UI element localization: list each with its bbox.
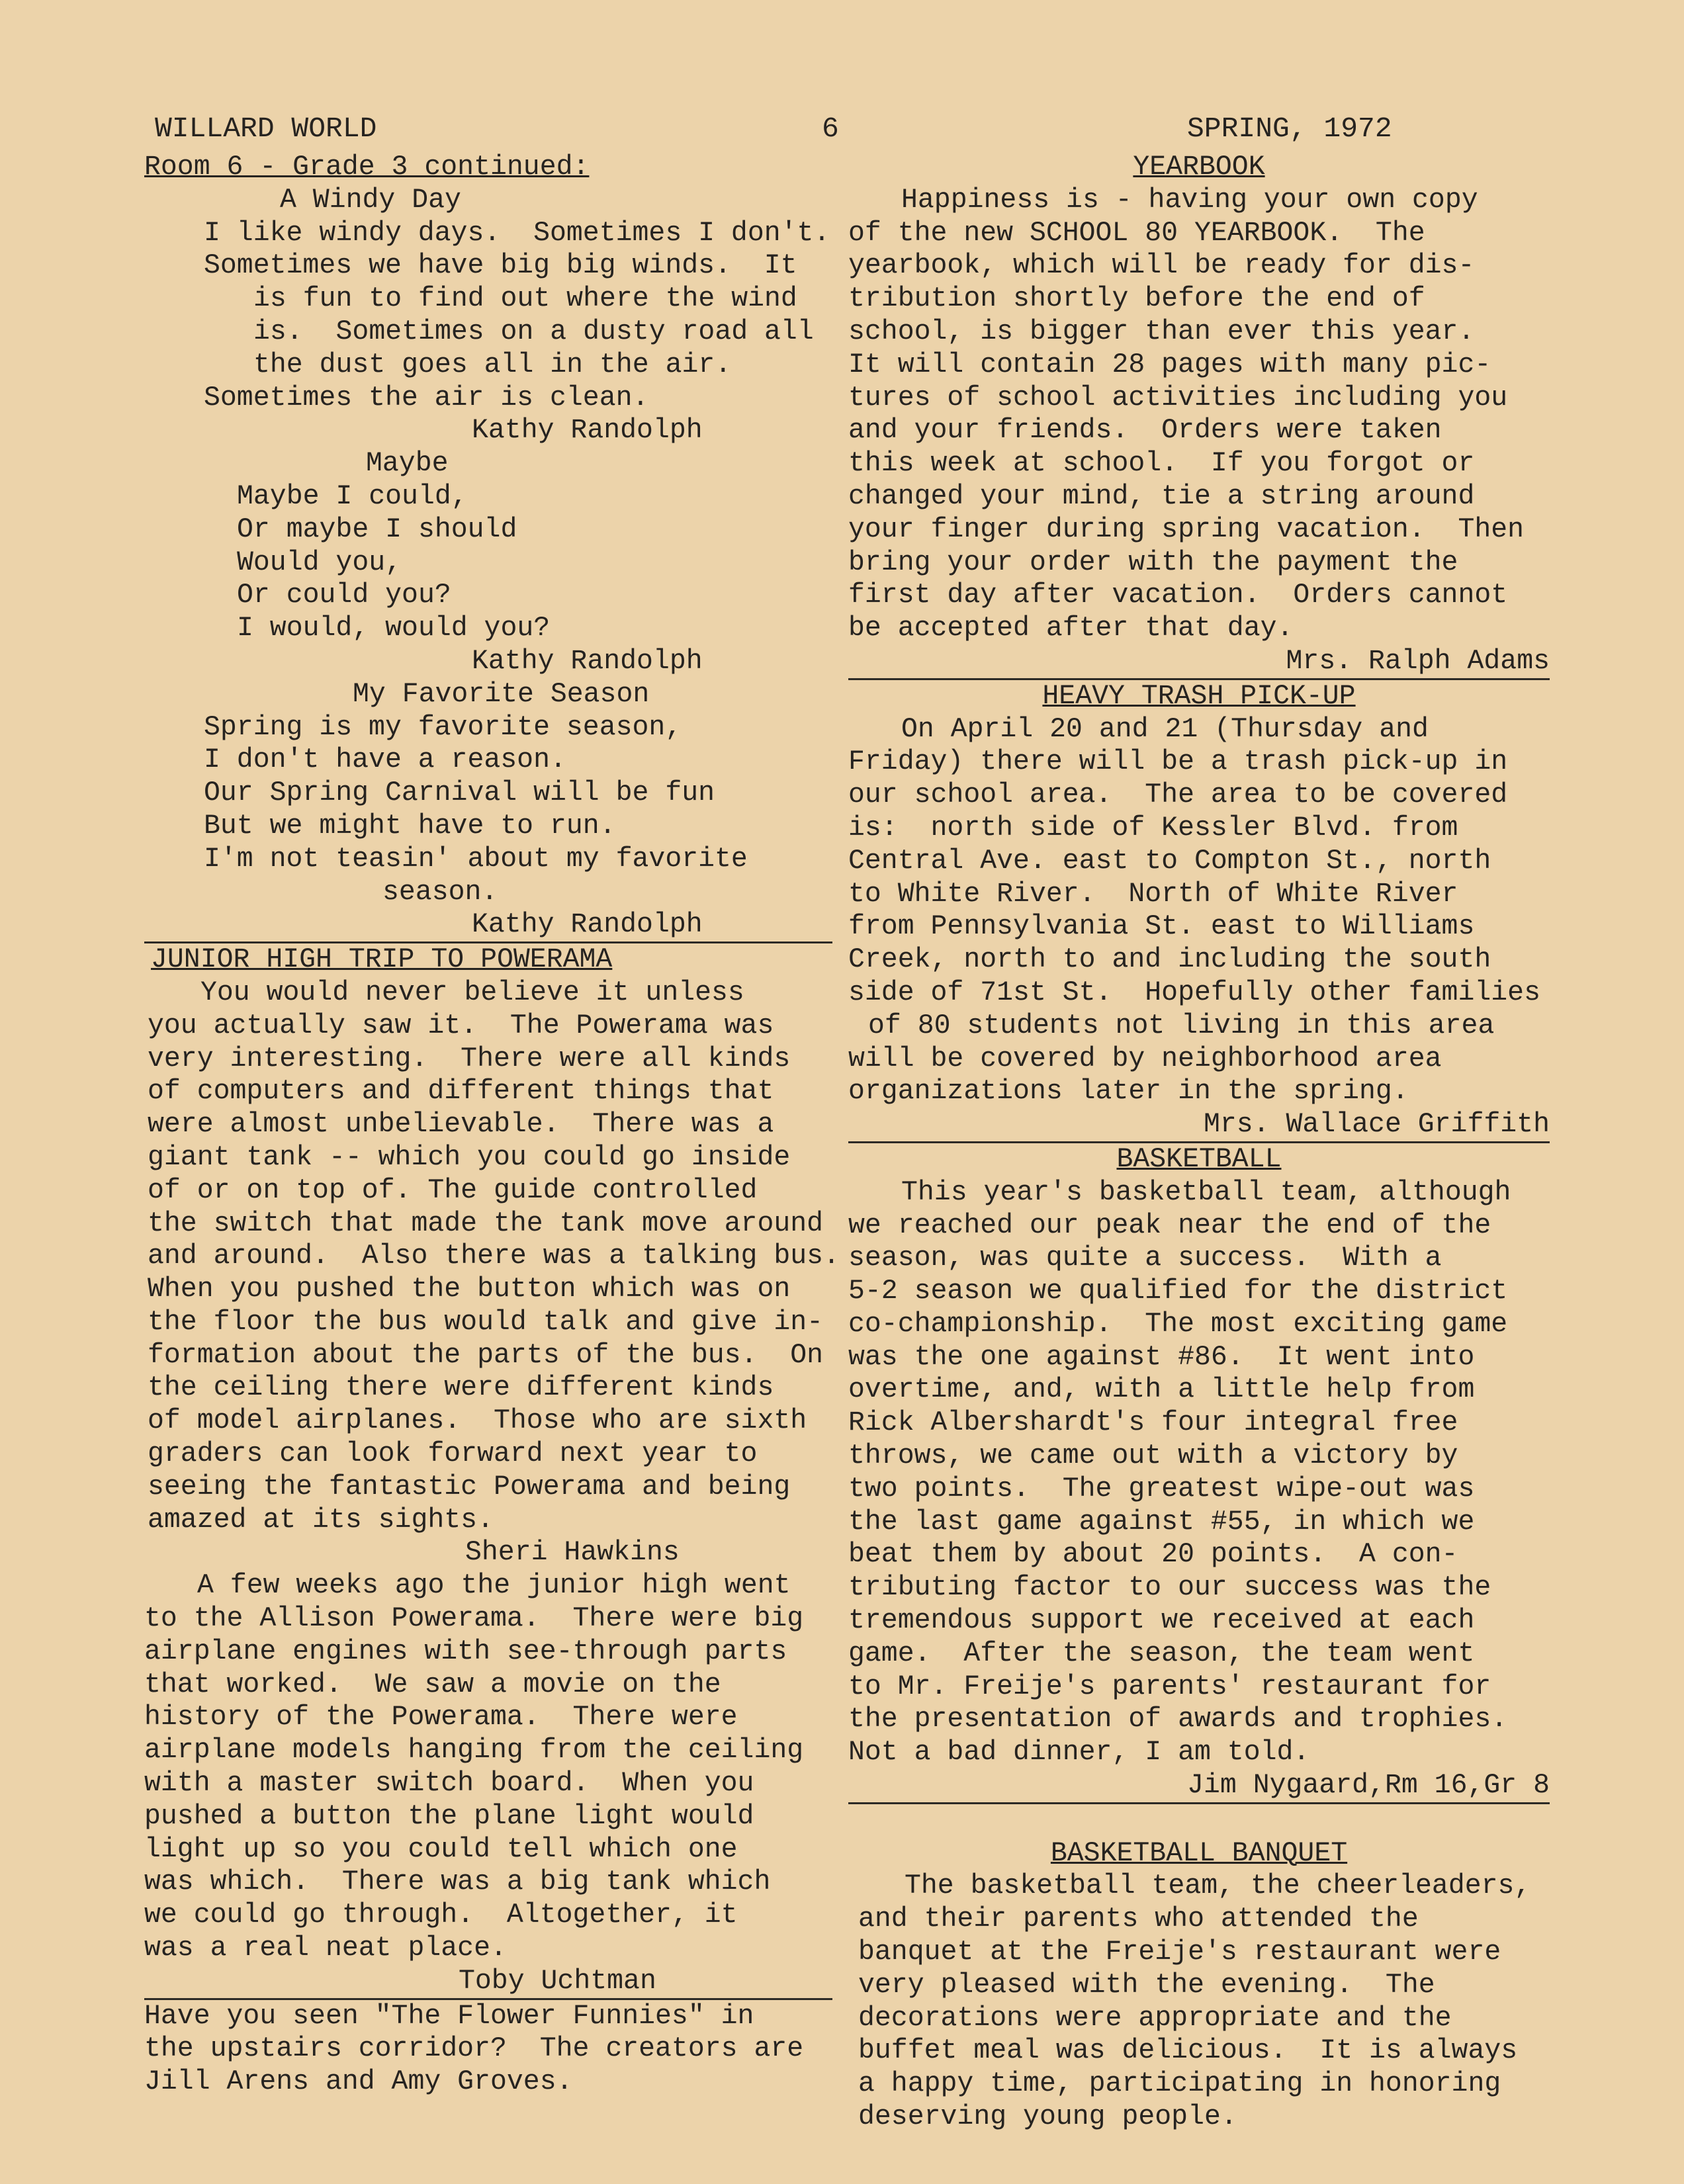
text-line: 5-2 season we qualified for the district (848, 1276, 1508, 1307)
text-line: amazed at its sights. (148, 1504, 494, 1536)
text-line: formation about the parts of the bus. On (148, 1339, 824, 1371)
text-line: Mrs. Wallace Griffith (1204, 1109, 1550, 1141)
text-line: bring your order with the payment the (848, 546, 1458, 578)
text-line: Kathy Randolph (472, 415, 703, 447)
text-line: first day after vacation. Orders cannot (848, 580, 1508, 611)
text-line: tures of school activities including you (848, 382, 1508, 414)
text-line: of the new SCHOOL 80 YEARBOOK. The (848, 217, 1425, 249)
text-line: My Favorite Season (353, 678, 650, 710)
text-line: side of 71st St. Hopefully other families (848, 977, 1540, 1008)
text-line: Mrs. Ralph Adams (1286, 645, 1550, 677)
text-line: Jill Arens and Amy Groves. (144, 2066, 573, 2098)
text-line: The basketball team, the cheerleaders, (905, 1870, 1531, 1902)
text-line: you actually saw it. The Powerama was (148, 1010, 774, 1041)
text-line: will be covered by neighborhood area (848, 1043, 1442, 1074)
text-line: Toby Uchtman (459, 1965, 656, 1997)
text-line: Not a bad dinner, I am told. (848, 1737, 1310, 1769)
text-line: Maybe (366, 448, 449, 480)
text-line: I'm not teasin' about my favorite (204, 843, 748, 875)
text-line: throws, we came out with a victory by (848, 1440, 1458, 1472)
text-line: and around. Also there was a talking bus. (148, 1241, 840, 1272)
text-line: banquet at the Freije's restaurant were (858, 1937, 1501, 1968)
text-line: airplane models hanging from the ceiling (144, 1735, 804, 1767)
text-line (848, 1804, 1550, 1837)
left-column (144, 151, 840, 2099)
text-line: deserving young people. (858, 2101, 1237, 2133)
text-line: A few weeks ago the junior high went (197, 1570, 791, 1602)
text-line: Would you, (237, 546, 402, 578)
text-line: overtime, and, with a little help from (848, 1374, 1475, 1406)
text-line: Sometimes we have big big winds. It (204, 250, 797, 282)
text-line: is: north side of Kessler Blvd. from (848, 812, 1458, 844)
text-line: Sometimes the air is clean. (204, 382, 649, 414)
text-line: the floor the bus would talk and give in- (148, 1306, 824, 1338)
text-line: with a master switch board. When you (144, 1768, 754, 1800)
newsletter-name: WILLARD WORLD (155, 112, 377, 145)
text-line: Kathy Randolph (472, 909, 703, 941)
text-line: of or on top of. The guide controlled (148, 1174, 758, 1206)
text-line: Our Spring Carnival will be fun (204, 777, 715, 809)
text-line: we reached our peak near the end of the (848, 1209, 1491, 1241)
text-line: be accepted after that day. (848, 613, 1294, 644)
text-line: to the Allison Powerama. There were big (144, 1603, 804, 1635)
text-line: I would, would you? (237, 613, 551, 644)
text-line: to White River. North of White River (848, 878, 1458, 910)
text-line: season, was quite a success. With a (848, 1243, 1442, 1274)
text-line: beat them by about 20 points. A con- (848, 1539, 1458, 1571)
text-line: a happy time, participating in honoring (858, 2068, 1501, 2100)
text-line: Rick Albershardt's four integral free (848, 1407, 1458, 1439)
text-line: the last game against #55, in which we (848, 1506, 1475, 1538)
text-line: Creek, north to and including the south (848, 944, 1491, 976)
text-line: season. (382, 876, 498, 908)
text-line: seeing the fantastic Powerama and being (148, 1471, 791, 1503)
text-line: On April 20 and 21 (Thursday and (901, 713, 1429, 745)
text-line: the ceiling there were different kinds (148, 1372, 774, 1404)
text-line: we could go through. Altogether, it (144, 1900, 738, 1931)
text-line: to Mr. Freije's parents' restaurant for (848, 1671, 1491, 1702)
text-line: is. Sometimes on a dusty road all (253, 316, 814, 347)
text-line: I don't have a reason. (204, 744, 566, 776)
text-line: your finger during spring vacation. Then (848, 513, 1525, 545)
text-line: very interesting. There were all kinds (148, 1043, 791, 1074)
text-line: that worked. We saw a movie on the (144, 1669, 721, 1700)
text-line: changed your mind, tie a string around (848, 480, 1475, 512)
text-line: Or could you? (237, 580, 451, 611)
text-line: this week at school. If you forgot or (848, 448, 1475, 480)
page-header (155, 112, 1399, 150)
text-line: our school area. The area to be covered (848, 779, 1508, 811)
text-line: Friday) there will be a trash pick-up in (848, 746, 1508, 778)
text-line: co-championship. The most exciting game (848, 1308, 1508, 1340)
text-line: Have you seen "The Flower Funnies" in (144, 2000, 754, 2032)
text-line: and your friends. Orders were taken (848, 415, 1442, 447)
text-line: Sheri Hawkins (465, 1537, 680, 1569)
text-line: the switch that made the tank move around (148, 1207, 824, 1239)
text-line: of 80 students not living in this area (868, 1010, 1495, 1041)
text-line: from Pennsylvania St. east to Williams (848, 911, 1475, 943)
issue-date: SPRING, 1972 (1187, 112, 1392, 145)
text-line: yearbook, which will be ready for dis- (848, 250, 1475, 282)
text-line: But we might have to run. (204, 810, 616, 842)
text-line: light up so you could tell which one (144, 1833, 738, 1865)
text-line: HEAVY TRASH PICK-UP (1042, 680, 1356, 712)
text-line: A Windy Day (280, 184, 461, 216)
text-line: Room 6 - Grade 3 continued: (144, 152, 590, 183)
text-line: very pleased with the evening. The (858, 1969, 1435, 2001)
text-line: is fun to find out where the wind (253, 283, 797, 315)
text-line: YEARBOOK (1133, 152, 1265, 183)
text-line: Maybe I could, (237, 480, 468, 512)
text-line: tremendous support we received at each (848, 1605, 1475, 1637)
text-line: You would never believe it unless (200, 977, 744, 1008)
text-line: This year's basketball team, although (901, 1176, 1511, 1208)
text-line: were almost unbelievable. There was a (148, 1109, 774, 1141)
text-line: pushed a button the plane light would (144, 1800, 754, 1832)
text-line: the dust goes all in the air. (253, 349, 732, 380)
text-line: giant tank -- which you could go inside (148, 1141, 791, 1173)
text-line: decorations were appropriate and the (858, 2002, 1452, 2034)
text-line: Or maybe I should (237, 513, 517, 545)
text-line: tribution shortly before the end of (848, 283, 1425, 315)
text-line: was which. There was a big tank which (144, 1866, 771, 1898)
text-line: Happiness is - having your own copy (901, 184, 1478, 216)
text-line: the presentation of awards and trophies. (848, 1704, 1508, 1735)
text-line: graders can look forward next year to (148, 1438, 758, 1470)
text-line: Central Ave. east to Compton St., north (848, 845, 1491, 877)
text-line: I like windy days. Sometimes I don't. (204, 217, 830, 249)
right-column (848, 151, 1550, 2134)
text-line: of model airplanes. Those who are sixth (148, 1405, 807, 1437)
text-line: game. After the season, the team went (848, 1638, 1475, 1669)
text-line: JUNIOR HIGH TRIP TO POWERAMA (151, 944, 613, 976)
text-line: the upstairs corridor? The creators are (144, 2033, 804, 2065)
text-line: history of the Powerama. There were (144, 1702, 738, 1733)
text-line: buffet meal was delicious. It is always (858, 2035, 1518, 2067)
text-line: two points. The greatest wipe-out was (848, 1473, 1475, 1505)
text-line: It will contain 28 pages with many pic- (848, 349, 1491, 380)
text-line: BASKETBALL (1116, 1143, 1282, 1175)
text-line: airplane engines with see-through parts (144, 1636, 787, 1667)
text-line: and their parents who attended the (858, 1903, 1419, 1935)
text-line: organizations later in the spring. (848, 1076, 1409, 1108)
text-line: school, is bigger than ever this year. (848, 316, 1475, 347)
text-line: When you pushed the button which was on (148, 1274, 791, 1305)
text-line: Jim Nygaard,Rm 16,Gr 8 (1187, 1770, 1550, 1802)
text-line: of computers and different things that (148, 1076, 774, 1108)
text-line: Kathy Randolph (472, 645, 703, 677)
text-line: BASKETBALL BANQUET (1050, 1837, 1348, 1869)
text-line: tributing factor to our success was the (848, 1572, 1491, 1604)
text-line: was a real neat place. (144, 1933, 507, 1964)
text-line: Spring is my favorite season, (204, 711, 682, 743)
text-line: was the one against #86. It went into (848, 1341, 1475, 1373)
page-number: 6 (822, 112, 839, 145)
